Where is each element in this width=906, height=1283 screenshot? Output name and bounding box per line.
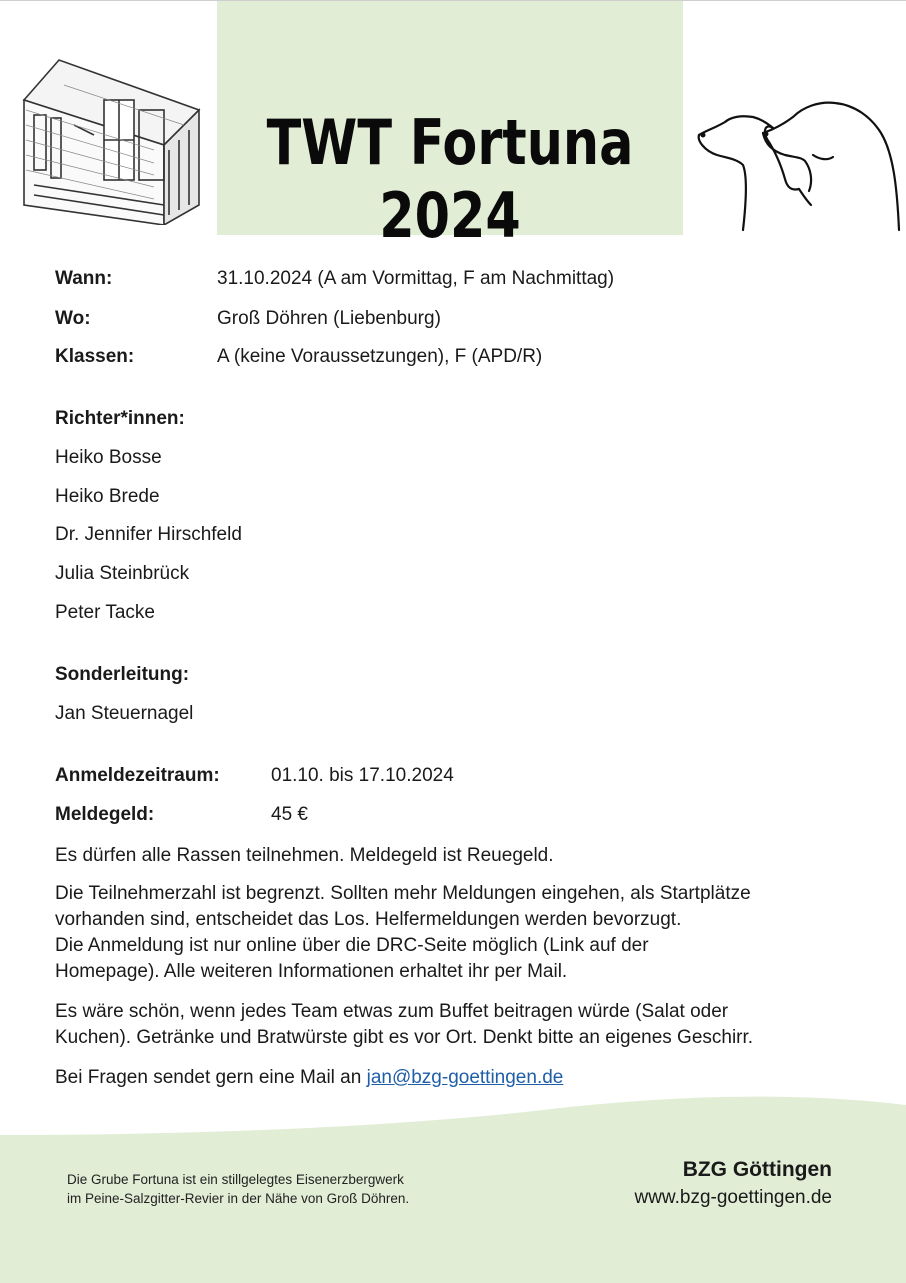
footer-website-link[interactable]: www.bzg-goettingen.de [634, 1187, 832, 1208]
fee-row [55, 804, 308, 826]
breeds-paragraph [55, 843, 855, 869]
special-name: Jan Steuernagel [55, 703, 194, 724]
period-value: 01.10. bis 17.10.2024 [271, 765, 454, 786]
judge-name: Heiko Brede [55, 486, 160, 507]
mine-building-sketch-icon [14, 55, 204, 225]
period-label: Anmeldezeitraum: [55, 765, 220, 786]
classes-row [55, 346, 543, 368]
period-row [55, 765, 454, 787]
classes-label: Klassen: [55, 346, 135, 367]
contact-prefix: Bei Fragen sendet gern eine Mail an [55, 1067, 362, 1088]
paragraph-line: Es dürfen alle Rassen teilnehmen. Meldegeld ist Reuegeld. [55, 845, 554, 866]
judge-name: Julia Steinbrück [55, 563, 190, 584]
judges-heading: Richter*innen: [55, 408, 185, 429]
where-label: Wo: [55, 308, 91, 329]
where-row [55, 308, 441, 330]
when-label: Wann: [55, 268, 113, 289]
fee-value: 45 € [271, 804, 308, 825]
footer-note-line: Die Grube Fortuna ist ein stillgelegtes Eisenerzbergwerk [67, 1172, 404, 1187]
where-value: Groß Döhren (Liebenburg) [217, 308, 441, 329]
paragraph-line: Die Teilnehmerzahl ist begrenzt. Sollten mehr Meldungen eingehen, als Startplätze [55, 883, 751, 904]
footer-note-line: im Peine-Salzgitter-Revier in der Nähe von Groß Döhren. [67, 1191, 410, 1206]
judge-name: Heiko Bosse [55, 447, 162, 468]
page-title: TWT Fortuna 2024 [266, 106, 634, 252]
when-row [55, 268, 615, 290]
buffet-paragraph [55, 999, 855, 1051]
paragraph-line: Es wäre schön, wenn jedes Team etwas zum Buffet beitragen würde (Salat oder [55, 1001, 729, 1022]
when-value: 31.10.2024 (A am Vormittag, F am Nachmittag) [217, 268, 615, 289]
special-heading: Sonderleitung: [55, 664, 190, 685]
participants-paragraph [55, 881, 855, 985]
footer-organization: BZG Göttingen [682, 1158, 832, 1181]
judge-name: Dr. Jennifer Hirschfeld [55, 524, 242, 545]
classes-value: A (keine Voraussetzungen), F (APD/R) [217, 346, 543, 367]
footer-note [67, 1170, 409, 1208]
email-link[interactable]: jan@bzg-goettingen.de [366, 1067, 564, 1088]
contact-paragraph [55, 1065, 855, 1091]
paragraph-line: Kuchen). Getränke und Bratwürste gibt es vor Ort. Denkt bitte an eigenes Geschirr. [55, 1027, 754, 1048]
fee-label: Meldegeld: [55, 804, 155, 825]
paragraph-line: Die Anmeldung ist nur online über die DRC-Seite möglich (Link auf der [55, 935, 649, 956]
paragraph-line: vorhanden sind, entscheidet das Los. Helfermeldungen werden bevorzugt. [55, 909, 682, 930]
paragraph-line: Homepage). Alle weiteren Informationen erhaltet ihr per Mail. [55, 961, 568, 982]
title-banner [217, 1, 683, 252]
two-dog-heads-outline-icon [695, 95, 905, 240]
judge-name: Peter Tacke [55, 602, 155, 623]
